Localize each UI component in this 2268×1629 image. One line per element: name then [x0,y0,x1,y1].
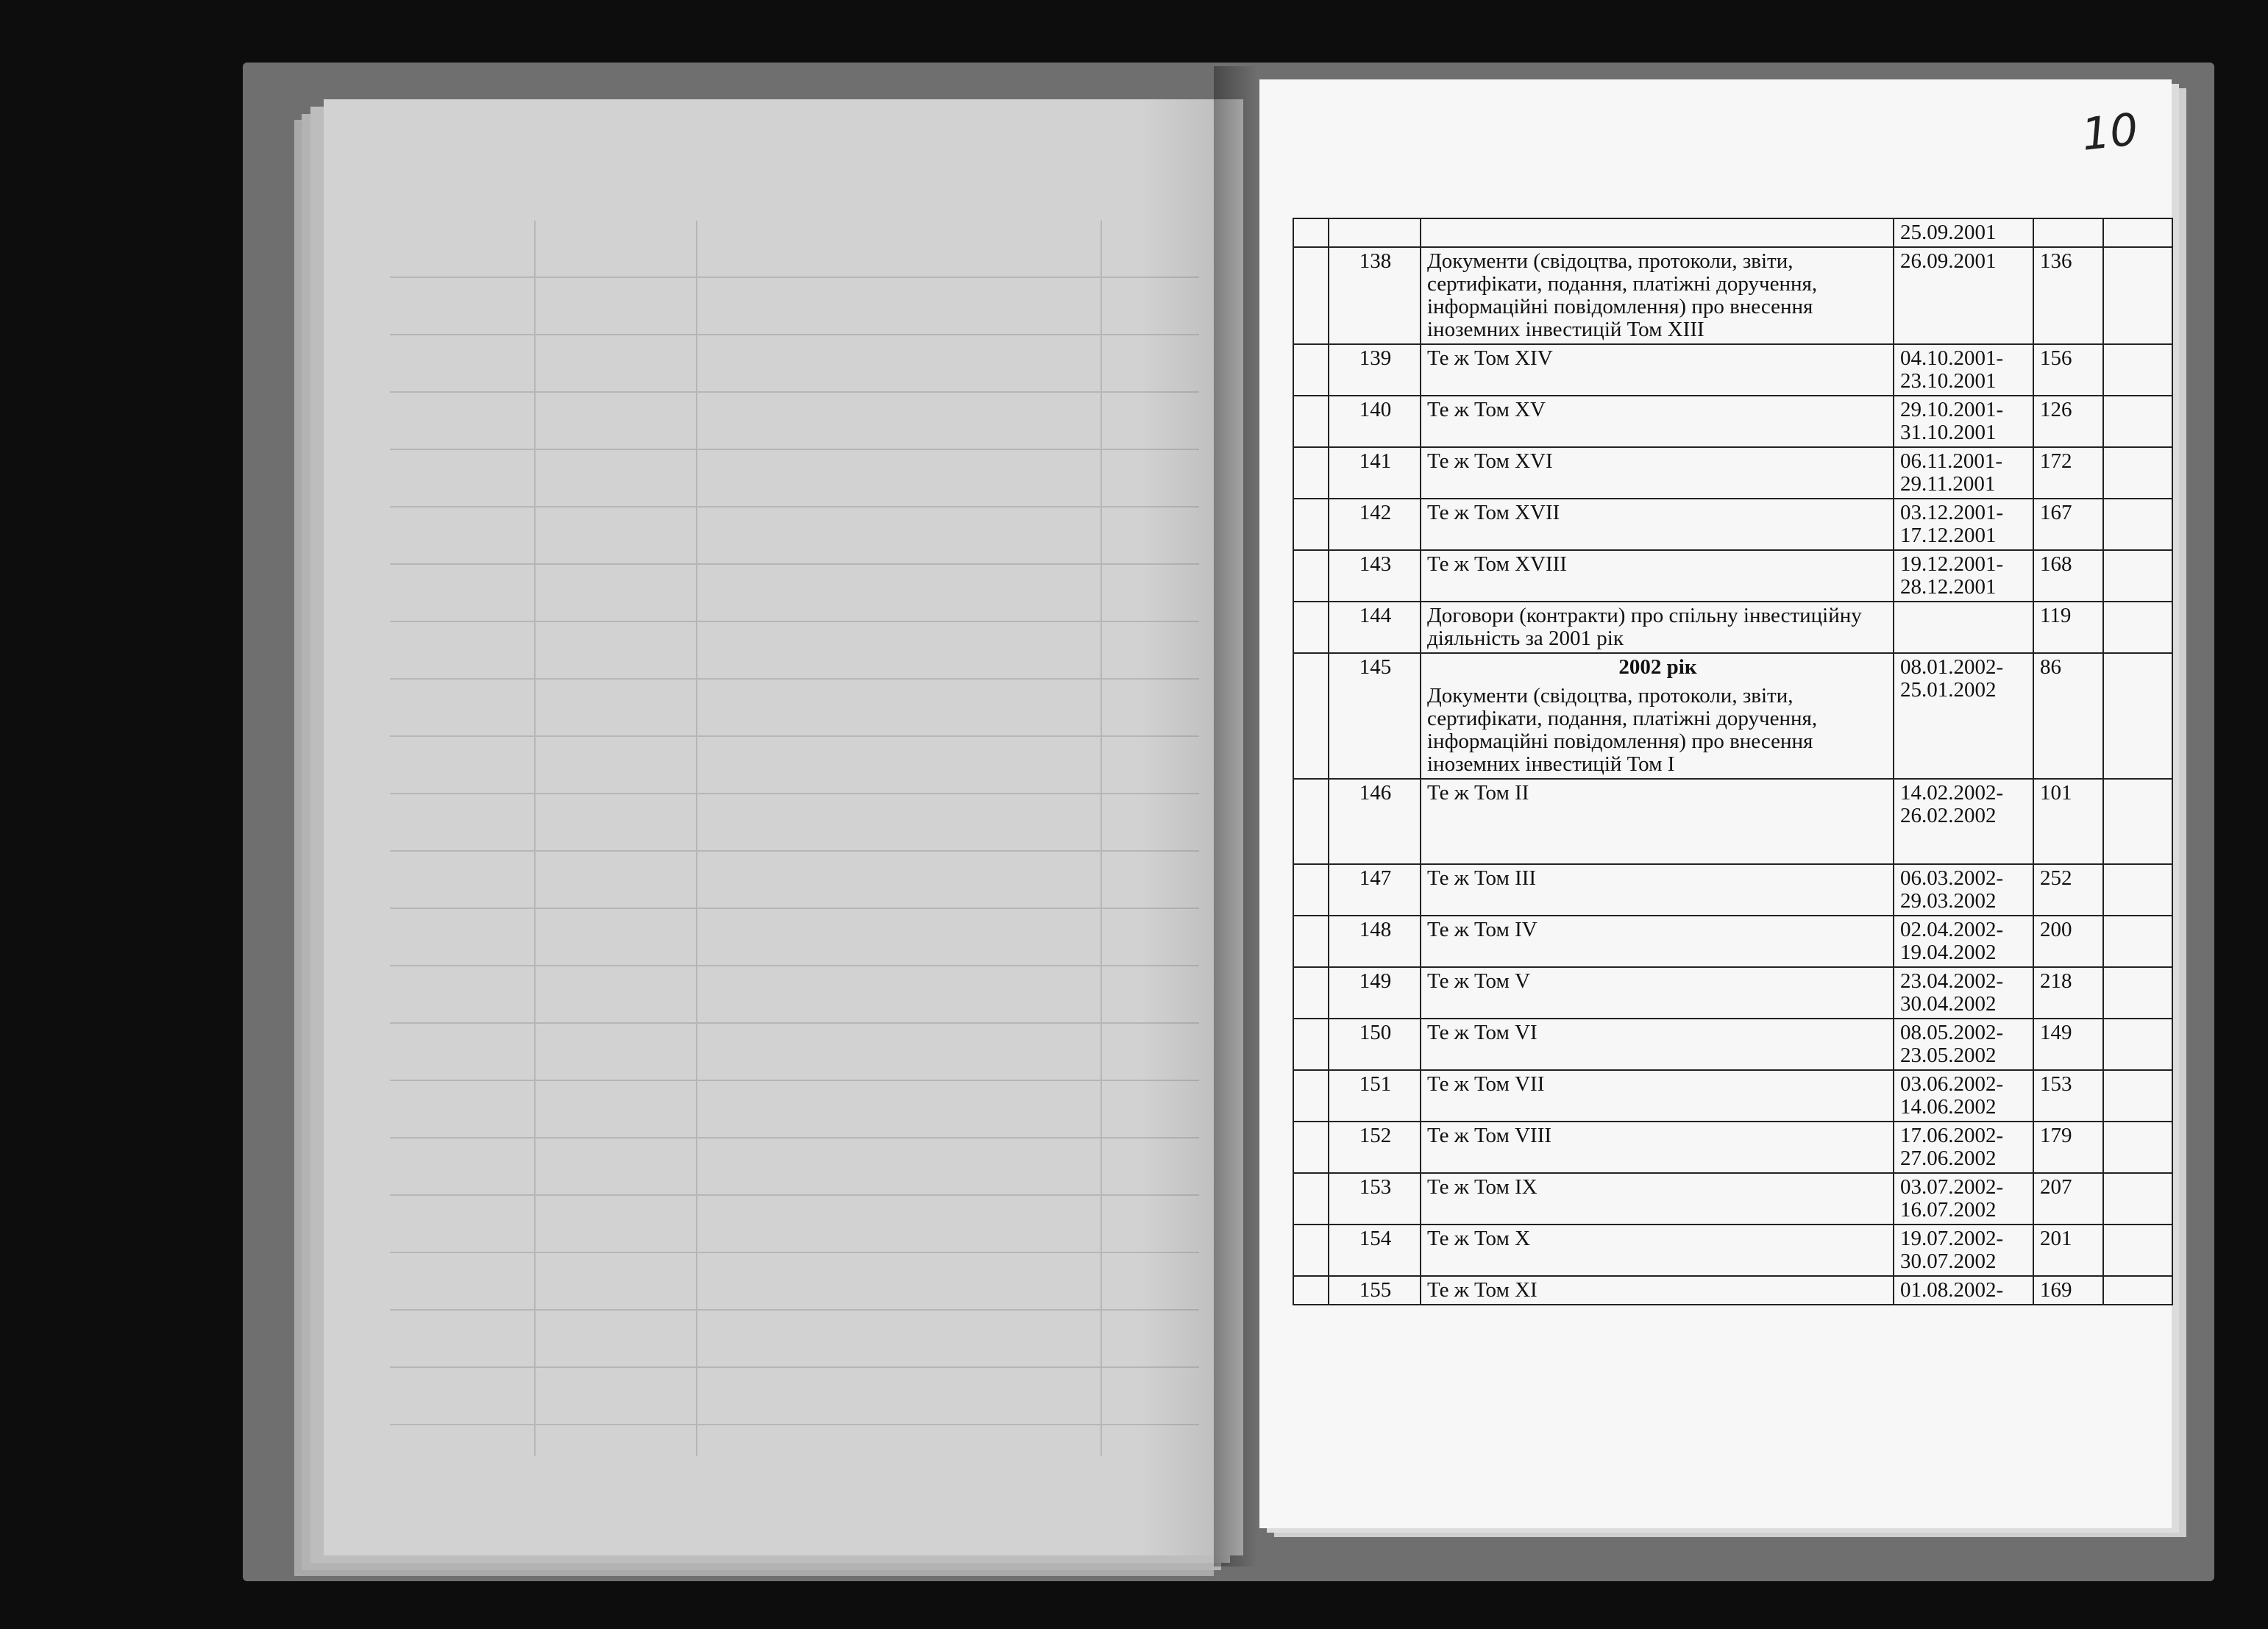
notes-cell [2103,218,2172,247]
page-count-cell: 207 [2033,1173,2103,1225]
page-count-cell: 201 [2033,1225,2103,1276]
description-text: Те ж Том VIII [1427,1124,1552,1147]
blank-cell [1293,602,1329,653]
date-range-cell: 03.07.2002- 16.07.2002 [1894,1173,2033,1225]
notes-cell [2103,1122,2172,1173]
file-number-cell: 151 [1329,1070,1421,1122]
file-number-cell: 138 [1329,247,1421,344]
date-range-cell [1894,602,2033,653]
page-count-cell: 172 [2033,447,2103,499]
notes-cell [2103,653,2172,779]
left-page-bleed-through [390,221,1199,1456]
blank-cell [1293,247,1329,344]
date-range-cell: 17.06.2002- 27.06.2002 [1894,1122,2033,1173]
page-count-cell [2033,218,2103,247]
blank-cell [1293,447,1329,499]
page-count-cell: 149 [2033,1019,2103,1070]
date-range-cell: 25.09.2001 [1894,218,2033,247]
date-range-cell: 06.11.2001- 29.11.2001 [1894,447,2033,499]
description-text: Те ж Том XIV [1427,346,1553,370]
notes-cell [2103,447,2172,499]
blank-cell [1293,653,1329,779]
page-count-cell: 101 [2033,779,2103,864]
file-number-cell: 141 [1329,447,1421,499]
description-cell [1421,602,1894,653]
blank-cell [1293,1173,1329,1225]
year-heading: 2002 рік [1618,655,1697,679]
page-count-cell: 218 [2033,967,2103,1019]
date-range-cell: 23.04.2002- 30.04.2002 [1894,967,2033,1019]
inventory-table [1293,218,2173,1305]
description-cell [1421,550,1894,602]
description-text: Те ж Том IV [1427,918,1538,941]
date-range-cell: 26.09.2001 [1894,247,2033,344]
description-cell [1421,864,1894,916]
date-range-cell: 04.10.2001- 23.10.2001 [1894,344,2033,396]
description-cell [1421,396,1894,447]
notes-cell [2103,247,2172,344]
blank-cell [1293,550,1329,602]
page-count-cell: 126 [2033,396,2103,447]
description-text: Те ж Том IX [1427,1175,1538,1199]
description-cell [1421,1276,1894,1305]
file-number-cell: 148 [1329,916,1421,967]
description-text: Те ж Том III [1427,866,1537,890]
table-row [1293,1122,2172,1173]
page-count-cell: 119 [2033,602,2103,653]
notes-cell [2103,1225,2172,1276]
table-row [1293,447,2172,499]
notes-cell [2103,1070,2172,1122]
file-number-cell: 146 [1329,779,1421,864]
table-row [1293,967,2172,1019]
description-text: Те ж Том XV [1427,398,1546,421]
date-range-cell: 19.07.2002- 30.07.2002 [1894,1225,2033,1276]
file-number-cell: 140 [1329,396,1421,447]
table-row [1293,916,2172,967]
file-number-cell: 155 [1329,1276,1421,1305]
blank-cell [1293,864,1329,916]
file-number-cell [1329,218,1421,247]
table-row [1293,218,2172,247]
table-row [1293,1070,2172,1122]
date-range-cell: 08.05.2002- 23.05.2002 [1894,1019,2033,1070]
description-text: Те ж Том VI [1427,1021,1538,1044]
blank-cell [1293,1019,1329,1070]
table-row [1293,864,2172,916]
page-count-cell: 156 [2033,344,2103,396]
table-row [1293,779,2172,864]
blank-cell [1293,967,1329,1019]
description-cell [1421,218,1894,247]
description-text: Те ж Том V [1427,969,1531,993]
page-count-cell: 86 [2033,653,2103,779]
handwritten-page-number: 10 [2079,104,2141,161]
notes-cell [2103,550,2172,602]
description-cell [1421,247,1894,344]
description-cell [1421,1122,1894,1173]
description-cell [1421,967,1894,1019]
file-number-cell: 143 [1329,550,1421,602]
page-count-cell: 153 [2033,1070,2103,1122]
date-range-cell: 02.04.2002- 19.04.2002 [1894,916,2033,967]
description-text: Те ж Том II [1427,781,1529,805]
notes-cell [2103,396,2172,447]
notes-cell [2103,1019,2172,1070]
date-range-cell: 01.08.2002- [1894,1276,2033,1305]
table-row [1293,1019,2172,1070]
blank-cell [1293,1276,1329,1305]
date-range-cell: 29.10.2001- 31.10.2001 [1894,396,2033,447]
file-number-cell: 150 [1329,1019,1421,1070]
date-range-cell: 14.02.2002- 26.02.2002 [1894,779,2033,864]
date-range-cell: 03.12.2001- 17.12.2001 [1894,499,2033,550]
table-row [1293,247,2172,344]
notes-cell [2103,1173,2172,1225]
page-count-cell: 169 [2033,1276,2103,1305]
blank-cell [1293,218,1329,247]
blank-cell [1293,779,1329,864]
inventory-table-body [1293,218,2172,1305]
description-text: Те ж Том VII [1427,1072,1545,1096]
table-row [1293,499,2172,550]
notes-cell [2103,779,2172,864]
table-row [1293,1225,2172,1276]
page-count-cell: 168 [2033,550,2103,602]
description-cell [1421,653,1894,779]
description-text: Те ж Том X [1427,1227,1531,1250]
book-spine-shadow [1214,66,1258,1566]
notes-cell [2103,864,2172,916]
description-text: Те ж Том XVIII [1427,552,1567,576]
description-text: Документи (свідоцтва, протоколи, звіти, сертифікати, подання, платіжні доручення, інформаційні повідомлення) про внесення іноземних інвестицій Том I [1427,684,1818,776]
file-number-cell: 142 [1329,499,1421,550]
table-row [1293,653,2172,779]
file-number-cell: 154 [1329,1225,1421,1276]
blank-cell [1293,1070,1329,1122]
file-number-cell: 139 [1329,344,1421,396]
description-cell [1421,779,1894,864]
description-text: Договори (контракти) про спільну інвестиційну діяльність за 2001 рік [1427,604,1862,650]
table-row [1293,1276,2172,1305]
table-row [1293,396,2172,447]
table-row [1293,602,2172,653]
page-count-cell: 179 [2033,1122,2103,1173]
file-number-cell: 144 [1329,602,1421,653]
file-number-cell: 145 [1329,653,1421,779]
page-count-cell: 200 [2033,916,2103,967]
notes-cell [2103,916,2172,967]
file-number-cell: 152 [1329,1122,1421,1173]
description-text: Те ж Том XVII [1427,501,1560,524]
notes-cell [2103,499,2172,550]
page-count-cell: 167 [2033,499,2103,550]
file-number-cell: 149 [1329,967,1421,1019]
description-cell [1421,1070,1894,1122]
notes-cell [2103,602,2172,653]
blank-cell [1293,916,1329,967]
date-range-cell: 19.12.2001- 28.12.2001 [1894,550,2033,602]
notes-cell [2103,967,2172,1019]
blank-cell [1293,1225,1329,1276]
description-text: Документи (свідоцтва, протоколи, звіти, сертифікати, подання, платіжні доручення, інформаційні повідомлення) про внесення іноземних інвестицій Том XIII [1427,249,1818,341]
description-cell [1421,344,1894,396]
notes-cell [2103,1276,2172,1305]
blank-cell [1293,396,1329,447]
description-cell [1421,447,1894,499]
file-number-cell: 147 [1329,864,1421,916]
table-row [1293,1173,2172,1225]
notes-cell [2103,344,2172,396]
description-cell [1421,1019,1894,1070]
table-row [1293,550,2172,602]
page-count-cell: 252 [2033,864,2103,916]
description-cell [1421,1225,1894,1276]
blank-cell [1293,499,1329,550]
description-cell [1421,916,1894,967]
table-row [1293,344,2172,396]
description-text: Те ж Том XVI [1427,449,1553,473]
date-range-cell: 03.06.2002- 14.06.2002 [1894,1070,2033,1122]
file-number-cell: 153 [1329,1173,1421,1225]
date-range-cell: 06.03.2002- 29.03.2002 [1894,864,2033,916]
blank-cell [1293,344,1329,396]
description-text: Те ж Том XI [1427,1278,1538,1302]
blank-cell [1293,1122,1329,1173]
description-cell [1421,499,1894,550]
date-range-cell: 08.01.2002- 25.01.2002 [1894,653,2033,779]
description-cell [1421,1173,1894,1225]
page-count-cell: 136 [2033,247,2103,344]
